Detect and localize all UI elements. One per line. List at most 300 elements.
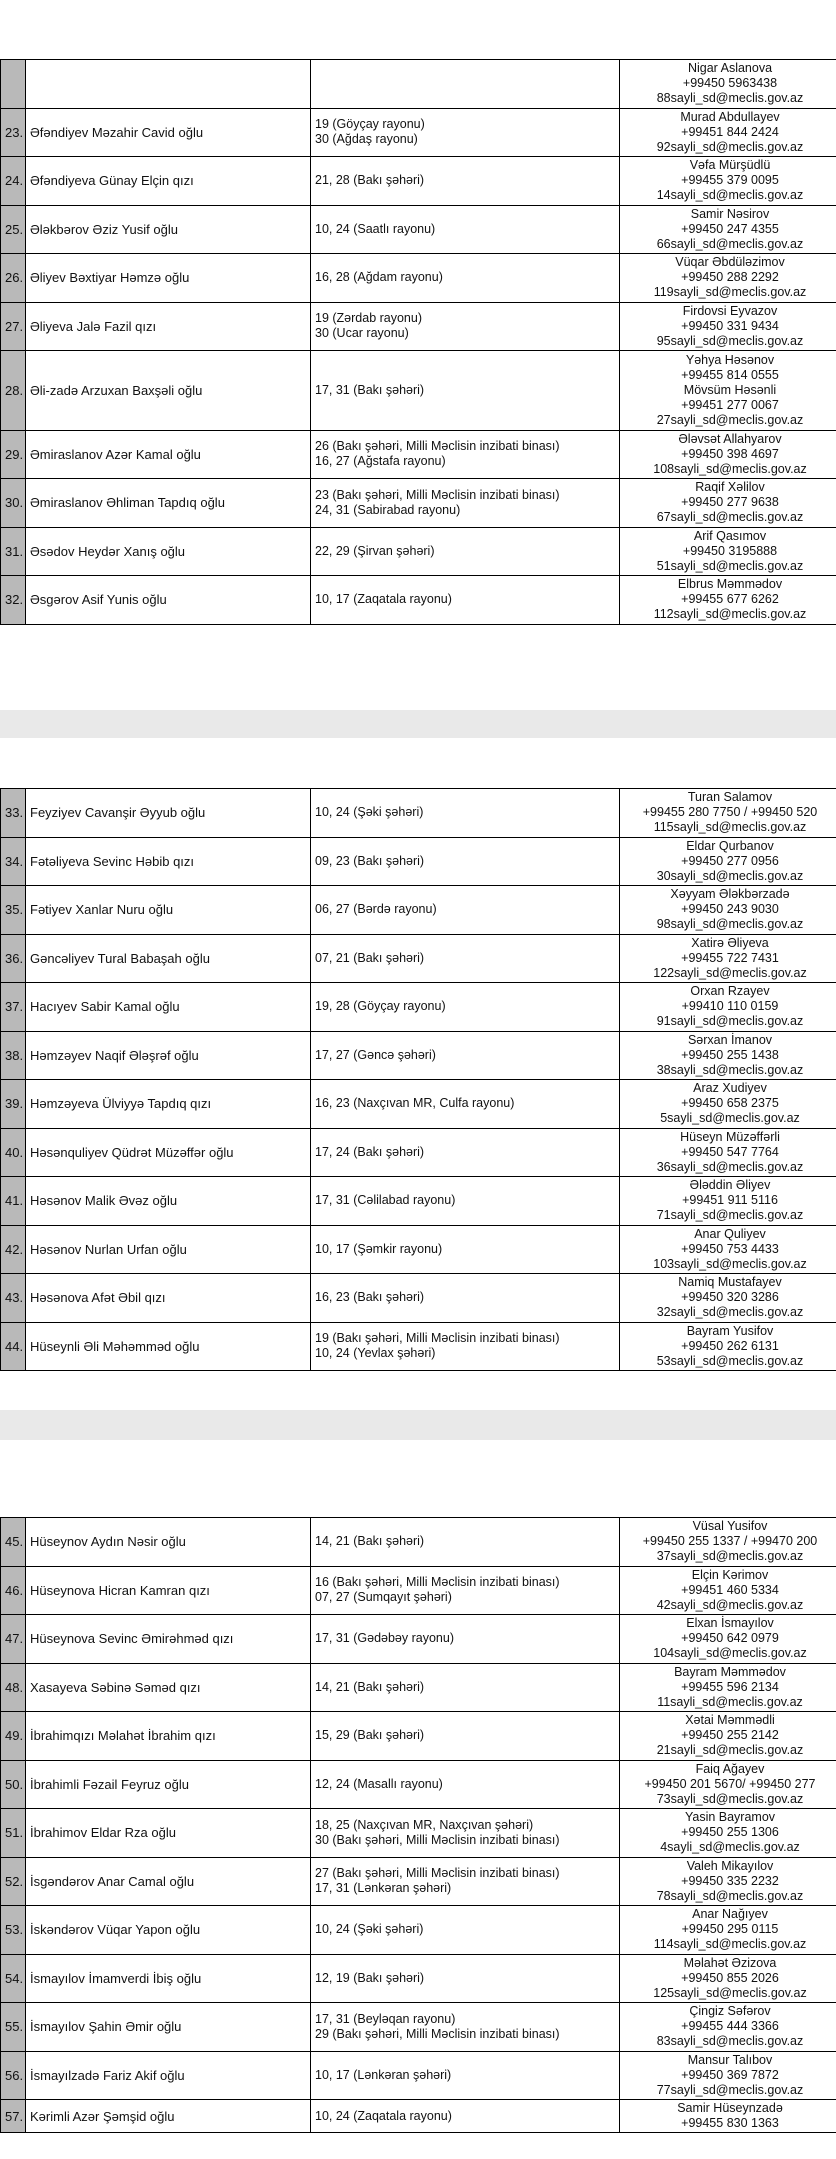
contact-line: Yəhya Həsənov: [685, 352, 775, 367]
table-row: [1, 254, 836, 303]
row-number: 54.: [1, 1954, 26, 2003]
reception-days-district: [311, 157, 620, 206]
contact-info: [620, 479, 836, 528]
row-number: 52.: [1, 1857, 26, 1906]
deputy-name: Əfəndiyeva Günay Elçin qızı: [26, 157, 311, 206]
row-number: 25.: [1, 205, 26, 254]
contact-line: +99455 379 0095: [681, 173, 779, 188]
contact-line: +99455 722 7431: [681, 950, 779, 965]
deputies-table-page-1: [0, 59, 836, 625]
district-line: 19 (Zərdab rayonu): [315, 311, 423, 326]
contact-line: 77sayli_sd@meclis.gov.az: [656, 2082, 804, 2097]
contact-line: Anar Quliyev: [694, 1226, 766, 1241]
district-line: 10, 17 (Zaqatala rayonu): [315, 592, 452, 607]
contact-line: +99451 460 5334: [681, 1582, 779, 1597]
deputy-name: Həmzəyev Naqif Ələşrəf oğlu: [26, 1031, 311, 1080]
reception-days-district: [311, 1760, 620, 1809]
reception-days-district: [311, 2100, 620, 2133]
table-row: [1, 1566, 836, 1615]
table-row: [1, 837, 836, 886]
contact-line: 37sayli_sd@meclis.gov.az: [656, 1549, 804, 1564]
table-row: [1, 1031, 836, 1080]
table-row: [1, 108, 836, 157]
contact-line: Xəyyam Ələkbərzadə: [670, 887, 790, 902]
district-line: 22, 29 (Şirvan şəhəri): [315, 543, 435, 558]
contact-line: +99455 830 1363: [681, 2116, 779, 2130]
row-number: 28.: [1, 351, 26, 431]
contact-info: [620, 1857, 836, 1906]
district-line: 30 (Ağdaş rayonu): [315, 132, 418, 147]
row-number: 32.: [1, 576, 26, 625]
contact-line: Turan Salamov: [687, 790, 773, 805]
contact-line: +99450 255 1306: [681, 1825, 779, 1840]
contact-line: 21sayli_sd@meclis.gov.az: [656, 1743, 804, 1758]
contact-line: +99450 398 4697: [681, 446, 779, 461]
contact-line: 78sayli_sd@meclis.gov.az: [656, 1888, 804, 1903]
deputy-name: İskəndərov Vüqar Yapon oğlu: [26, 1906, 311, 1955]
contact-line: Hüseyn Müzəffərli: [680, 1129, 780, 1144]
deputy-name: İsgəndərov Anar Camal oğlu: [26, 1857, 311, 1906]
table-row: [1, 1518, 836, 1567]
district-line: 07, 27 (Sumqayıt şəhəri): [315, 1590, 452, 1605]
contact-line: 122sayli_sd@meclis.gov.az: [653, 965, 807, 980]
contact-line: +99450 295 0115: [681, 1922, 779, 1937]
deputy-name: [26, 60, 311, 109]
district-line: 10, 17 (Şəmkir rayonu): [315, 1241, 443, 1256]
table-row: [1, 302, 836, 351]
district-line: 19, 28 (Göyçay rayonu): [315, 999, 446, 1014]
reception-days-district: [311, 2003, 620, 2052]
district-line: 27 (Bakı şəhəri, Milli Məclisin inzibati binası): [315, 1866, 560, 1881]
contact-line: Valeh Mikayılov: [686, 1858, 774, 1873]
table-row: [1, 1760, 836, 1809]
contact-info: [620, 2100, 836, 2133]
contact-line: +99450 5963438: [682, 76, 778, 91]
contact-line: +99450 255 2142: [681, 1728, 779, 1743]
district-line: 29 (Bakı şəhəri, Milli Məclisin inzibati binası): [315, 2026, 560, 2041]
table-row: [1, 351, 836, 431]
contact-line: +99455 280 7750 / +99450 520: [642, 805, 818, 820]
contact-line: +99450 753 4433: [681, 1241, 779, 1256]
district-line: 17, 31 (Gədəbəy rayonu): [315, 1631, 454, 1646]
contact-info: [620, 1080, 836, 1129]
contact-line: 73sayli_sd@meclis.gov.az: [656, 1791, 804, 1806]
deputy-name: Gəncəliyev Tural Babaşah oğlu: [26, 934, 311, 983]
contact-line: +99450 277 9638: [681, 495, 779, 510]
contact-line: 14sayli_sd@meclis.gov.az: [656, 188, 804, 203]
district-line: 10, 24 (Şəki şəhəri): [315, 1922, 424, 1937]
contact-line: Elbrus Məmmədov: [677, 577, 783, 592]
contact-info: [620, 1177, 836, 1226]
contact-info: [620, 1128, 836, 1177]
deputy-name: Həsənquliyev Qüdrət Müzəffər oğlu: [26, 1128, 311, 1177]
contact-line: 51sayli_sd@meclis.gov.az: [656, 558, 804, 573]
contact-line: Ələddin Əliyev: [689, 1178, 771, 1193]
contact-info: [620, 1518, 836, 1567]
reception-days-district: [311, 430, 620, 479]
table-row: [1, 430, 836, 479]
row-number: 41.: [1, 1177, 26, 1226]
contact-info: [620, 108, 836, 157]
deputy-name: Həsənov Nurlan Urfan oğlu: [26, 1225, 311, 1274]
reception-days-district: [311, 1274, 620, 1323]
district-line: 09, 23 (Bakı şəhəri): [315, 853, 425, 868]
contact-line: +99450 335 2232: [681, 1873, 779, 1888]
row-number: 24.: [1, 157, 26, 206]
deputy-name: Əsədov Heydər Xanış oğlu: [26, 527, 311, 576]
contact-info: [620, 302, 836, 351]
contact-line: Bayram Məmmədov: [674, 1664, 786, 1679]
table-row: [1, 1080, 836, 1129]
contact-line: 114sayli_sd@meclis.gov.az: [653, 1937, 807, 1952]
row-number: 46.: [1, 1566, 26, 1615]
reception-days-district: [311, 1809, 620, 1858]
district-line: 23 (Bakı şəhəri, Milli Məclisin inzibati binası): [315, 487, 560, 502]
deputy-name: İbrahimli Fəzail Feyruz oğlu: [26, 1760, 311, 1809]
contact-line: +99450 320 3286: [681, 1290, 779, 1305]
deputy-name: Fətiyev Xanlar Nuru oğlu: [26, 886, 311, 935]
table-row: [1, 2003, 836, 2052]
contact-line: +99455 444 3366: [681, 2019, 779, 2034]
contact-line: Mövsüm Həsənli: [683, 382, 777, 397]
contact-info: [620, 934, 836, 983]
deputy-name: Həsənov Malik Əvəz oğlu: [26, 1177, 311, 1226]
deputy-name: Hüseynli Əli Məhəmməd oğlu: [26, 1322, 311, 1371]
contact-line: +99410 110 0159: [681, 999, 779, 1014]
table-row: [1, 576, 836, 625]
deputy-name: Əliyeva Jalə Fazil qızı: [26, 302, 311, 351]
contact-line: +99455 677 6262: [681, 592, 779, 607]
contact-info: [620, 1906, 836, 1955]
deputy-name: Həsənova Afət Əbil qızı: [26, 1274, 311, 1323]
contact-line: 115sayli_sd@meclis.gov.az: [653, 820, 807, 835]
table-row: [1, 205, 836, 254]
contact-info: [620, 527, 836, 576]
contact-line: 91sayli_sd@meclis.gov.az: [656, 1014, 804, 1029]
row-number: 40.: [1, 1128, 26, 1177]
contact-line: +99450 288 2292: [681, 270, 779, 285]
row-number: 42.: [1, 1225, 26, 1274]
row-number: [1, 60, 26, 109]
contact-line: 4sayli_sd@meclis.gov.az: [660, 1840, 800, 1855]
reception-days-district: [311, 837, 620, 886]
contact-line: +99450 855 2026: [681, 1970, 779, 1985]
contact-line: Vüsal Yusifov: [692, 1519, 768, 1534]
contact-line: Arif Qasımov: [693, 528, 767, 543]
contact-line: 38sayli_sd@meclis.gov.az: [656, 1062, 804, 1077]
contact-line: Namiq Mustafayev: [678, 1275, 782, 1290]
contact-info: [620, 1225, 836, 1274]
row-number: 37.: [1, 983, 26, 1032]
row-number: 26.: [1, 254, 26, 303]
contact-line: Elxan İsmayılov: [686, 1616, 774, 1631]
contact-info: [620, 1712, 836, 1761]
contact-line: Bayram Yusifov: [686, 1323, 774, 1338]
row-number: 47.: [1, 1615, 26, 1664]
reception-days-district: [311, 60, 620, 109]
contact-info: [620, 886, 836, 935]
row-number: 27.: [1, 302, 26, 351]
district-line: 10, 24 (Yevlax şəhəri): [315, 1346, 436, 1361]
district-line: 10, 24 (Zaqatala rayonu): [315, 2108, 452, 2123]
contact-line: +99451 911 5116: [682, 1193, 778, 1208]
table-row: [1, 2051, 836, 2100]
deputies-table-page-3: [0, 1517, 836, 2133]
reception-days-district: [311, 1322, 620, 1371]
row-number: 30.: [1, 479, 26, 528]
row-number: 44.: [1, 1322, 26, 1371]
district-line: 19 (Bakı şəhəri, Milli Məclisin inzibati binası): [315, 1331, 560, 1346]
row-number: 39.: [1, 1080, 26, 1129]
contact-line: 36sayli_sd@meclis.gov.az: [656, 1159, 804, 1174]
contact-line: +99450 201 5670/ +99450 277: [644, 1776, 816, 1791]
district-line: 17, 31 (Bakı şəhəri): [315, 382, 425, 397]
contact-line: Eldar Qurbanov: [686, 838, 774, 853]
contact-line: +99450 277 0956: [681, 853, 779, 868]
reception-days-district: [311, 1080, 620, 1129]
reception-days-district: [311, 789, 620, 838]
contact-line: +99450 331 9434: [681, 318, 779, 333]
table-row: [1, 1128, 836, 1177]
table-row: [1, 1274, 836, 1323]
document-page-1: [0, 0, 836, 710]
contact-info: [620, 430, 836, 479]
contact-info: [620, 1274, 836, 1323]
district-line: 16, 27 (Ağstafa rayonu): [315, 454, 446, 469]
contact-info: [620, 205, 836, 254]
district-line: 16, 28 (Ağdam rayonu): [315, 270, 443, 285]
reception-days-district: [311, 527, 620, 576]
contact-info: [620, 2051, 836, 2100]
contact-line: +99450 3195888: [682, 543, 778, 558]
contact-line: 30sayli_sd@meclis.gov.az: [656, 868, 804, 883]
district-line: 17, 31 (Lənkəran şəhəri): [315, 1881, 452, 1896]
reception-days-district: [311, 934, 620, 983]
contact-line: +99455 596 2134: [681, 1679, 779, 1694]
table-row: [1, 60, 836, 109]
reception-days-district: [311, 1128, 620, 1177]
deputy-name: İbrahimqızı Məlahət İbrahim qızı: [26, 1712, 311, 1761]
contact-line: Mansur Talıbov: [687, 2052, 773, 2067]
contact-line: 95sayli_sd@meclis.gov.az: [656, 333, 804, 348]
district-line: 10, 24 (Saatlı rayonu): [315, 221, 436, 236]
contact-line: 42sayli_sd@meclis.gov.az: [656, 1597, 804, 1612]
reception-days-district: [311, 1225, 620, 1274]
row-number: 56.: [1, 2051, 26, 2100]
contact-line: 53sayli_sd@meclis.gov.az: [656, 1353, 804, 1368]
contact-line: Raqif Xəlilov: [695, 480, 765, 495]
deputy-name: Fətəliyeva Sevinc Həbib qızı: [26, 837, 311, 886]
deputy-name: Xasayeva Səbinə Səməd qızı: [26, 1663, 311, 1712]
row-number: 57.: [1, 2100, 26, 2133]
contact-info: [620, 1760, 836, 1809]
district-line: 17, 31 (Beyləqan rayonu): [315, 2011, 456, 2026]
contact-line: 27sayli_sd@meclis.gov.az: [656, 412, 804, 427]
district-line: 12, 19 (Bakı şəhəri): [315, 1970, 425, 1985]
contact-line: 103sayli_sd@meclis.gov.az: [653, 1256, 807, 1271]
district-line: 30 (Bakı şəhəri, Milli Məclisin inzibati binası): [315, 1832, 560, 1847]
contact-line: 83sayli_sd@meclis.gov.az: [656, 2034, 804, 2049]
reception-days-district: [311, 1906, 620, 1955]
contact-line: +99455 814 0555: [681, 367, 779, 382]
reception-days-district: [311, 1857, 620, 1906]
contact-line: +99450 255 1438: [681, 1047, 779, 1062]
district-line: 18, 25 (Naxçıvan MR, Naxçıvan şəhəri): [315, 1817, 534, 1832]
row-number: 55.: [1, 2003, 26, 2052]
deputy-name: İsmayılzadə Fariz Akif oğlu: [26, 2051, 311, 2100]
table-row: [1, 157, 836, 206]
row-number: 38.: [1, 1031, 26, 1080]
contact-info: [620, 789, 836, 838]
reception-days-district: [311, 1663, 620, 1712]
contact-info: [620, 576, 836, 625]
row-number: 49.: [1, 1712, 26, 1761]
contact-line: +99450 642 0979: [681, 1631, 779, 1646]
row-number: 48.: [1, 1663, 26, 1712]
row-number: 36.: [1, 934, 26, 983]
document-page-3: [0, 1440, 836, 2159]
contact-line: Xatirə Əliyeva: [691, 935, 769, 950]
contact-line: +99450 262 6131: [681, 1338, 779, 1353]
district-line: 16 (Bakı şəhəri, Milli Məclisin inzibati binası): [315, 1575, 560, 1590]
district-line: 21, 28 (Bakı şəhəri): [315, 173, 425, 188]
deputy-name: Ələkbərov Əziz Yusif oğlu: [26, 205, 311, 254]
contact-line: Orxan Rzayev: [690, 984, 770, 999]
deputy-name: Hüseynova Hicran Kamran qızı: [26, 1566, 311, 1615]
row-number: 34.: [1, 837, 26, 886]
reception-days-district: [311, 576, 620, 625]
district-line: 19 (Göyçay rayonu): [315, 117, 425, 132]
contact-line: Xətai Məmmədli: [685, 1713, 775, 1728]
contact-line: +99450 243 9030: [681, 902, 779, 917]
table-row: [1, 1857, 836, 1906]
reception-days-district: [311, 2051, 620, 2100]
table-row: [1, 886, 836, 935]
district-line: 16, 23 (Naxçıvan MR, Culfa rayonu): [315, 1096, 515, 1111]
row-number: 35.: [1, 886, 26, 935]
reception-days-district: [311, 983, 620, 1032]
district-line: 30 (Ucar rayonu): [315, 326, 409, 341]
contact-line: +99451 844 2424: [681, 124, 779, 139]
contact-line: Faiq Ağayev: [695, 1761, 765, 1776]
contact-line: 67sayli_sd@meclis.gov.az: [656, 510, 804, 525]
table-row: [1, 1177, 836, 1226]
row-number: 53.: [1, 1906, 26, 1955]
contact-line: Samir Nəsirov: [690, 206, 770, 221]
deputy-name: Kərimli Azər Şəmşid oğlu: [26, 2100, 311, 2133]
contact-info: [620, 157, 836, 206]
deputy-name: İsmayılov Şahin Əmir oğlu: [26, 2003, 311, 2052]
contact-info: [620, 1954, 836, 2003]
contact-line: Yasin Bayramov: [684, 1810, 776, 1825]
contact-line: Anar Nağıyev: [692, 1907, 768, 1922]
contact-info: [620, 60, 836, 109]
contact-line: Ələvsət Allahyarov: [678, 431, 782, 446]
reception-days-district: [311, 1031, 620, 1080]
reception-days-district: [311, 1615, 620, 1664]
deputy-name: Hacıyev Sabir Kamal oğlu: [26, 983, 311, 1032]
deputies-table-page-2: [0, 788, 836, 1371]
reception-days-district: [311, 1177, 620, 1226]
row-number: 33.: [1, 789, 26, 838]
deputy-name: Əmiraslanov Azər Kamal oğlu: [26, 430, 311, 479]
contact-info: [620, 351, 836, 431]
contact-info: [620, 983, 836, 1032]
contact-line: Araz Xudiyev: [693, 1081, 767, 1096]
reception-days-district: [311, 205, 620, 254]
contact-line: 125sayli_sd@meclis.gov.az: [653, 1985, 807, 2000]
contact-info: [620, 254, 836, 303]
row-number: 45.: [1, 1518, 26, 1567]
table-row: [1, 983, 836, 1032]
contact-info: [620, 1566, 836, 1615]
district-line: 12, 24 (Masallı rayonu): [315, 1776, 443, 1791]
district-line: 17, 24 (Bakı şəhəri): [315, 1144, 425, 1159]
deputy-name: Hüseynova Sevinc Əmirəhməd qızı: [26, 1615, 311, 1664]
table-row: [1, 789, 836, 838]
contact-info: [620, 1809, 836, 1858]
row-number: 50.: [1, 1760, 26, 1809]
deputy-name: İbrahimov Eldar Rza oğlu: [26, 1809, 311, 1858]
contact-line: +99450 369 7872: [681, 2067, 779, 2082]
contact-info: [620, 1663, 836, 1712]
contact-line: Samir Hüseynzadə: [677, 2101, 783, 2115]
contact-info: [620, 1031, 836, 1080]
contact-line: Murad Abdullayev: [680, 109, 780, 124]
deputy-name: Əmiraslanov Əhliman Tapdıq oğlu: [26, 479, 311, 528]
deputy-name: İsmayılov İmamverdi İbiş oğlu: [26, 1954, 311, 2003]
reception-days-district: [311, 1712, 620, 1761]
table-row: [1, 1225, 836, 1274]
deputy-name: Əli-zadə Arzuxan Baxşəli oğlu: [26, 351, 311, 431]
reception-days-district: [311, 302, 620, 351]
contact-line: 11sayli_sd@meclis.gov.az: [657, 1694, 803, 1709]
contact-line: 98sayli_sd@meclis.gov.az: [656, 917, 804, 932]
contact-line: Firdovsi Eyvazov: [682, 303, 778, 318]
district-line: 15, 29 (Bakı şəhəri): [315, 1728, 425, 1743]
contact-info: [620, 1615, 836, 1664]
contact-info: [620, 837, 836, 886]
row-number: 29.: [1, 430, 26, 479]
contact-line: +99451 277 0067: [681, 397, 779, 412]
document-page-2: [0, 738, 836, 1410]
row-number: 31.: [1, 527, 26, 576]
table-row: [1, 1712, 836, 1761]
contact-line: +99450 658 2375: [681, 1096, 779, 1111]
table-row: [1, 1906, 836, 1955]
reception-days-district: [311, 351, 620, 431]
contact-line: +99450 247 4355: [681, 221, 779, 236]
district-line: 26 (Bakı şəhəri, Milli Məclisin inzibati binası): [315, 439, 560, 454]
district-line: 06, 27 (Bərdə rayonu): [315, 902, 437, 917]
contact-line: 88sayli_sd@meclis.gov.az: [656, 91, 804, 106]
deputy-name: Əsgərov Asif Yunis oğlu: [26, 576, 311, 625]
contact-line: 32sayli_sd@meclis.gov.az: [656, 1305, 804, 1320]
row-number: 43.: [1, 1274, 26, 1323]
reception-days-district: [311, 886, 620, 935]
row-number: 51.: [1, 1809, 26, 1858]
table-row: [1, 527, 836, 576]
contact-line: Elçin Kərimov: [691, 1567, 769, 1582]
contact-line: 112sayli_sd@meclis.gov.az: [653, 607, 807, 622]
table-row: [1, 1615, 836, 1664]
contact-line: Vəfa Mürşüdlü: [689, 158, 771, 173]
contact-line: 119sayli_sd@meclis.gov.az: [653, 285, 807, 300]
reception-days-district: [311, 108, 620, 157]
contact-line: 66sayli_sd@meclis.gov.az: [656, 236, 804, 251]
district-line: 14, 21 (Bakı şəhəri): [315, 1534, 425, 1549]
reception-days-district: [311, 1566, 620, 1615]
